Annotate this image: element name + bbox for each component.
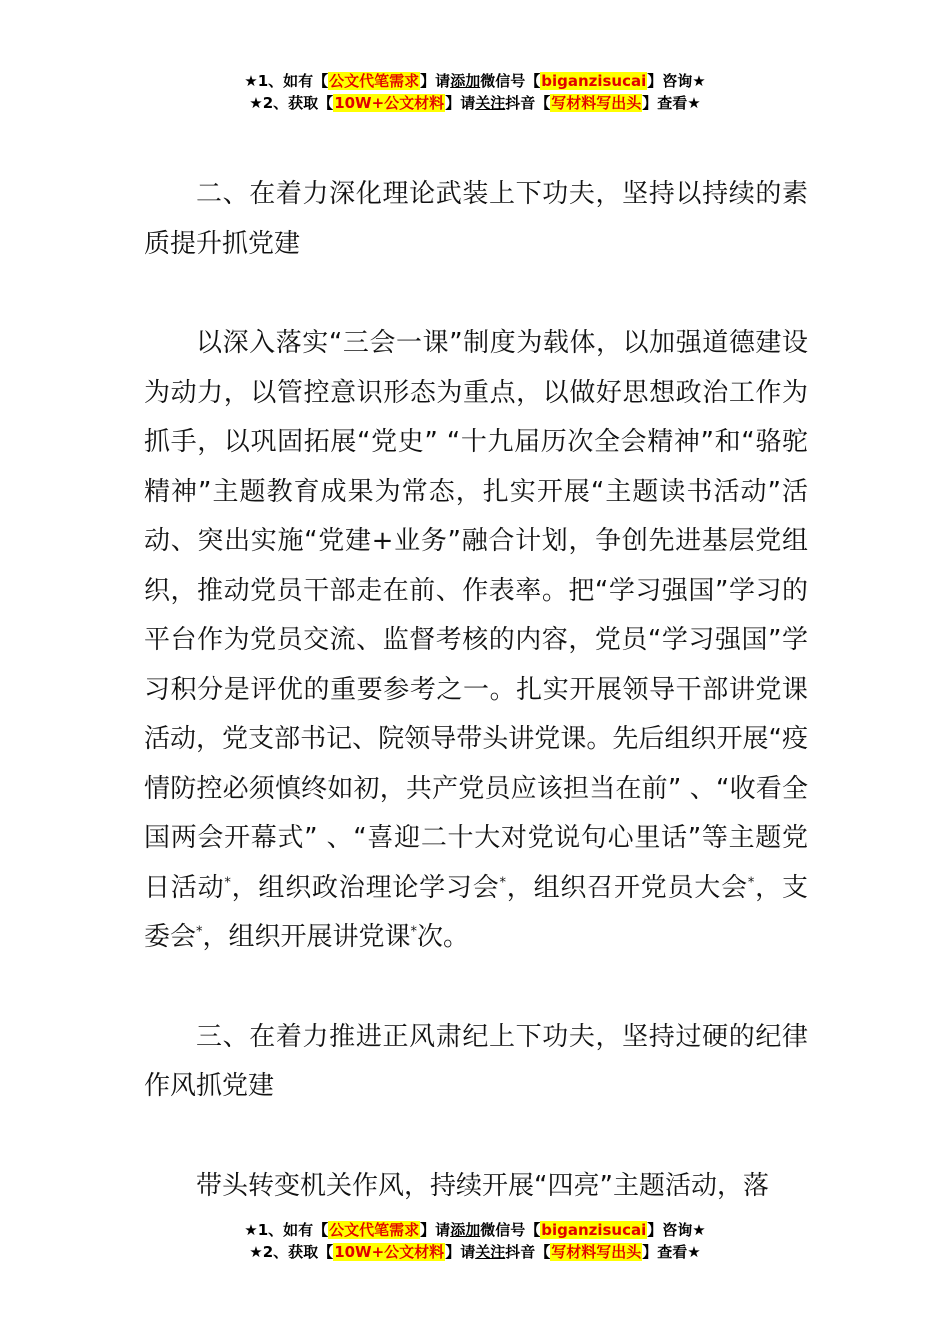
highlight-wechat-id: biganzisucai [541, 72, 647, 90]
section-paragraph-2: 以深入落实“三会一课”制度为载体，以加强道德建设为动力，以管控意识形态为重点，以做好思想政治工作为抓手，以巩固拓展“党史” “十九届历次全会精神”和“骆驼精神”主题教育成果为常态，扎实开展“主题读书活动”活动、突出实施“党建+业务”融合计划，争创先进基层党组织，推动党员干部走在前、作表率。把“学习强国”学习的平台作为党员交流、监督考核的内容，党员“学习强国”学习积分是评优的重要参考之一。扎实开展领导干部讲党课活动，党支部书记、院领导带头讲党课。先后组织开展“疫情防控必须慎终如初，共产党员应该担当在前” 、“收看全国两会开幕式” 、“喜迎二十大对党说句心里话”等主题党日活动*，组织政治理论学习会*，组织召开党员大会*，支委会*，组织开展讲党课*次。 [144, 328, 808, 952]
promo-line-2: ★2、获取【10W+公文材料】请关注抖音【写材料写出头】查看★ [249, 1243, 701, 1261]
highlight-materials: 10W+公文材料 [334, 94, 445, 112]
highlight-service: 公文代笔需求 [329, 72, 420, 90]
highlight-materials: 10W+公文材料 [334, 1243, 445, 1261]
promo-line-1: ★1、如有【公文代笔需求】请添加微信号【biganzisucai】咨询★ [244, 72, 706, 90]
highlight-wechat-id: biganzisucai [541, 1221, 647, 1239]
highlight-service: 公文代笔需求 [329, 1221, 420, 1239]
promo-line-1: ★1、如有【公文代笔需求】请添加微信号【biganzisucai】咨询★ [244, 1221, 706, 1239]
section-paragraph-3: 带头转变机关作风，持续开展“四亮”主题活动，落 [196, 1170, 769, 1201]
section-heading-3: 三、在着力推进正风肃纪上下功夫，坚持过硬的纪律作风抓党建 [144, 1021, 808, 1101]
highlight-douyin-account: 写材料写出头 [551, 1243, 642, 1261]
footer-promo-banner [0, 1219, 950, 1263]
document-body [144, 170, 808, 1211]
header-promo-banner [0, 70, 950, 114]
highlight-douyin-account: 写材料写出头 [551, 94, 642, 112]
section-heading-2: 二、在着力深化理论武装上下功夫，坚持以持续的素质提升抓党建 [144, 179, 808, 259]
promo-line-2: ★2、获取【10W+公文材料】请关注抖音【写材料写出头】查看★ [249, 94, 701, 112]
